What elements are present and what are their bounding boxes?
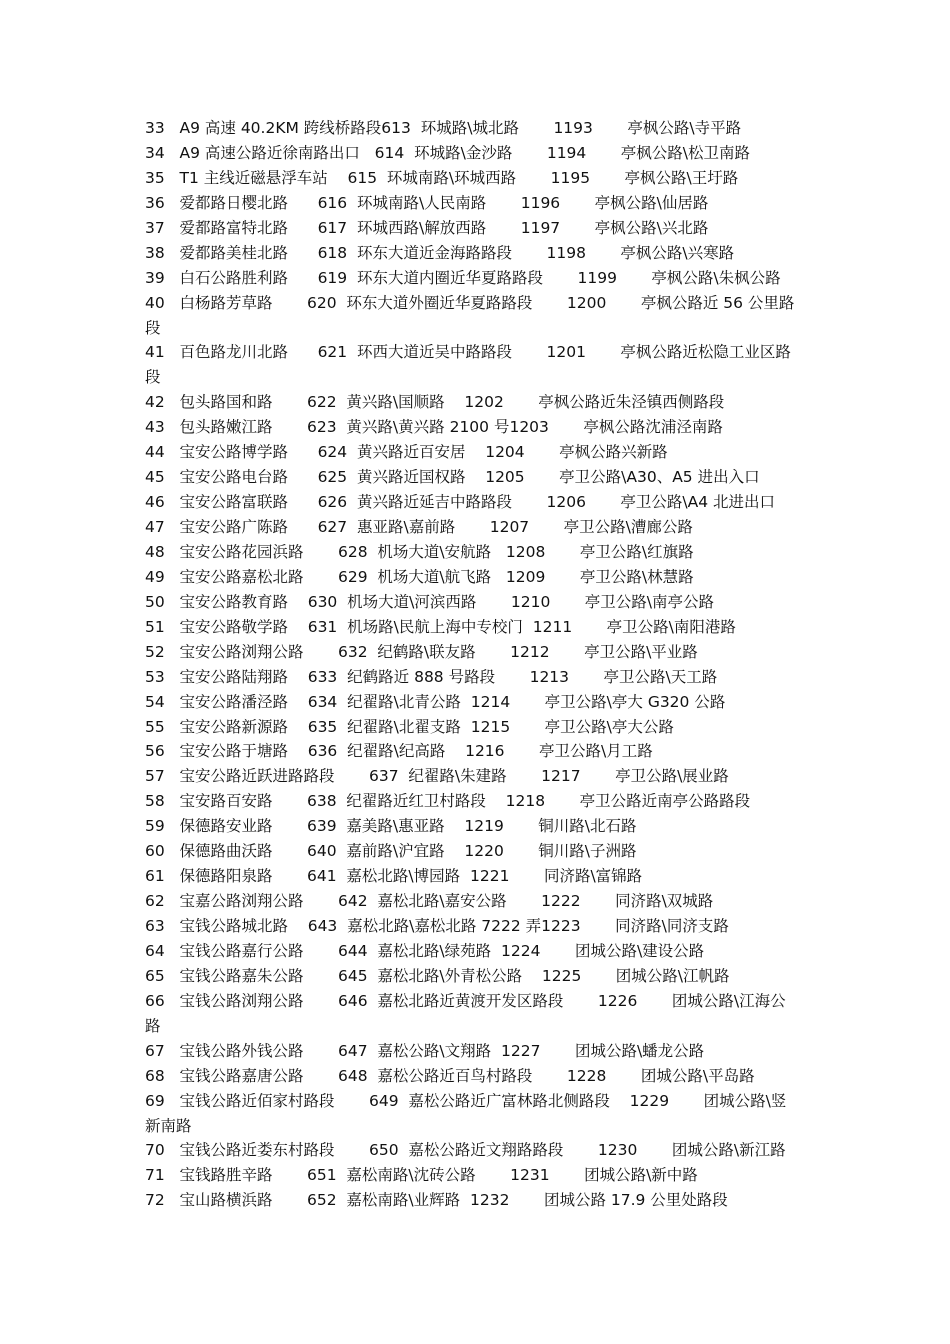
text-line: 43 包头路嫩江路 623 黄兴路\黄兴路 2100 号1203 亭枫公路沈浦泾南路	[145, 418, 723, 437]
text-line: 64 宝钱公路嘉行公路 644 嘉松北路\绿苑路 1224 团城公路\建设公路	[145, 941, 705, 960]
text-line: 56 宝安公路于塘路 636 纪翟路\纪高路 1216 亭卫公路\月工路	[145, 742, 653, 761]
text-line: 42 包头路国和路 622 黄兴路\国顺路 1202 亭枫公路近朱泾镇西侧路段	[145, 393, 725, 412]
text-line: 54 宝安公路潘泾路 634 纪翟路\北青公路 1214 亭卫公路\亭大 G320 公路	[145, 692, 726, 711]
text-line: 段	[145, 318, 161, 337]
text-line: 39 白石公路胜利路 619 环东大道内圈近华夏路路段 1199 亭枫公路\朱枫公路	[145, 268, 781, 287]
text-line: 52 宝安公路浏翔公路 632 纪鹤路\联友路 1212 亭卫公路\平业路	[145, 642, 698, 661]
text-line: 57 宝安公路近跃进路路段 637 纪翟路\朱建路 1217 亭卫公路\展业路	[145, 767, 729, 786]
text-line: 33 A9 高速 40.2KM 跨线桥路段613 环城路\城北路 1193 亭枫公路\寺平路	[145, 119, 742, 137]
text-line: 51 宝安公路敬学路 631 机场路\民航上海中专校门 1211 亭卫公路\南阳港路	[145, 617, 736, 636]
text-line: 55 宝安公路新源路 635 纪翟路\北翟支路 1215 亭卫公路\亭大公路	[145, 717, 674, 736]
text-line: 35 T1 主线近磁悬浮车站 615 环城南路\环城西路 1195 亭枫公路\王圩路	[145, 168, 739, 187]
text-line: 34 A9 高速公路近徐南路出口 614 环城路\金沙路 1194 亭枫公路\松卫南路	[145, 143, 750, 162]
text-line: 50 宝安公路教育路 630 机场大道\河滨西路 1210 亭卫公路\南亭公路	[145, 592, 715, 611]
text-line: 新南路	[145, 1116, 192, 1135]
text-line: 63 宝钱公路城北路 643 嘉松北路\嘉松北路 7222 弄1223 同济路\同济支路	[145, 917, 729, 935]
text-line: 59 保德路安业路 639 嘉美路\惠亚路 1219 铜川路\北石路	[145, 817, 637, 836]
document-text	[145, 116, 815, 1213]
text-line: 61 保德路阳泉路 641 嘉松北路\博园路 1221 同济路\富锦路	[145, 867, 643, 886]
text-line: 68 宝钱公路嘉唐公路 648 嘉松公路近百鸟村路段 1228 团城公路\平岛路	[145, 1066, 755, 1085]
text-line: 70 宝钱公路近娄东村路段 650 嘉松公路近文翔路路段 1230 团城公路\新江路	[145, 1141, 786, 1160]
text-line: 48 宝安公路花园浜路 628 机场大道\安航路 1208 亭卫公路\红旗路	[145, 542, 694, 561]
text-line: 53 宝安公路陆翔路 633 纪鹤路近 888 号路段 1213 亭卫公路\天工路	[145, 667, 718, 686]
text-line: 58 宝安路百安路 638 纪翟路近红卫村路段 1218 亭卫公路近南亭公路路段	[145, 792, 751, 811]
text-line: 46 宝安公路富联路 626 黄兴路近延吉中路路段 1206 亭卫公路\A4 北进出口	[145, 493, 776, 512]
text-line: 62 宝嘉公路浏翔公路 642 嘉松北路\嘉安公路 1222 同济路\双城路	[145, 892, 714, 911]
text-line: 44 宝安公路博学路 624 黄兴路近百安居 1204 亭枫公路兴新路	[145, 443, 668, 462]
text-line: 69 宝钱公路近佰家村路段 649 嘉松公路近广富林路北侧路段 1229 团城公路\竖	[145, 1091, 787, 1110]
text-line: 67 宝钱公路外钱公路 647 嘉松公路\文翔路 1227 团城公路\蟠龙公路	[145, 1041, 705, 1060]
text-line: 45 宝安公路电台路 625 黄兴路近国权路 1205 亭卫公路\A30、A5 进出入口	[145, 468, 760, 487]
text-line: 40 白杨路芳草路 620 环东大道外圈近华夏路路段 1200 亭枫公路近 56 公里路	[145, 293, 795, 312]
text-line: 38 爱都路美桂北路 618 环东大道近金海路路段 1198 亭枫公路\兴寒路	[145, 243, 735, 262]
text-line: 路	[145, 1016, 161, 1035]
text-line: 47 宝安公路广陈路 627 惠亚路\嘉前路 1207 亭卫公路\漕廊公路	[145, 518, 693, 536]
text-line: 49 宝安公路嘉松北路 629 机场大道\航飞路 1209 亭卫公路\林慧路	[145, 567, 694, 586]
text-line: 72 宝山路横浜路 652 嘉松南路\业辉路 1232 团城公路 17.9 公里处路段	[145, 1191, 728, 1210]
text-line: 60 保德路曲沃路 640 嘉前路\沪宜路 1220 铜川路\子洲路	[145, 842, 637, 861]
text-line: 36 爱都路日樱北路 616 环城南路\人民南路 1196 亭枫公路\仙居路	[145, 193, 709, 212]
text-line: 41 百色路龙川北路 621 环西大道近吴中路路段 1201 亭枫公路近松隐工业区路	[145, 343, 791, 362]
text-line: 66 宝钱公路浏翔公路 646 嘉松北路近黄渡开发区路段 1226 团城公路\江海公	[145, 991, 786, 1010]
text-line: 65 宝钱公路嘉朱公路 645 嘉松北路\外青松公路 1225 团城公路\江帆路	[145, 966, 730, 985]
text-line: 71 宝钱路胜辛路 651 嘉松南路\沈砖公路 1231 团城公路\新中路	[145, 1166, 698, 1185]
text-line: 37 爱都路富特北路 617 环城西路\解放西路 1197 亭枫公路\兴北路	[145, 218, 709, 237]
text-line: 段	[145, 368, 161, 387]
